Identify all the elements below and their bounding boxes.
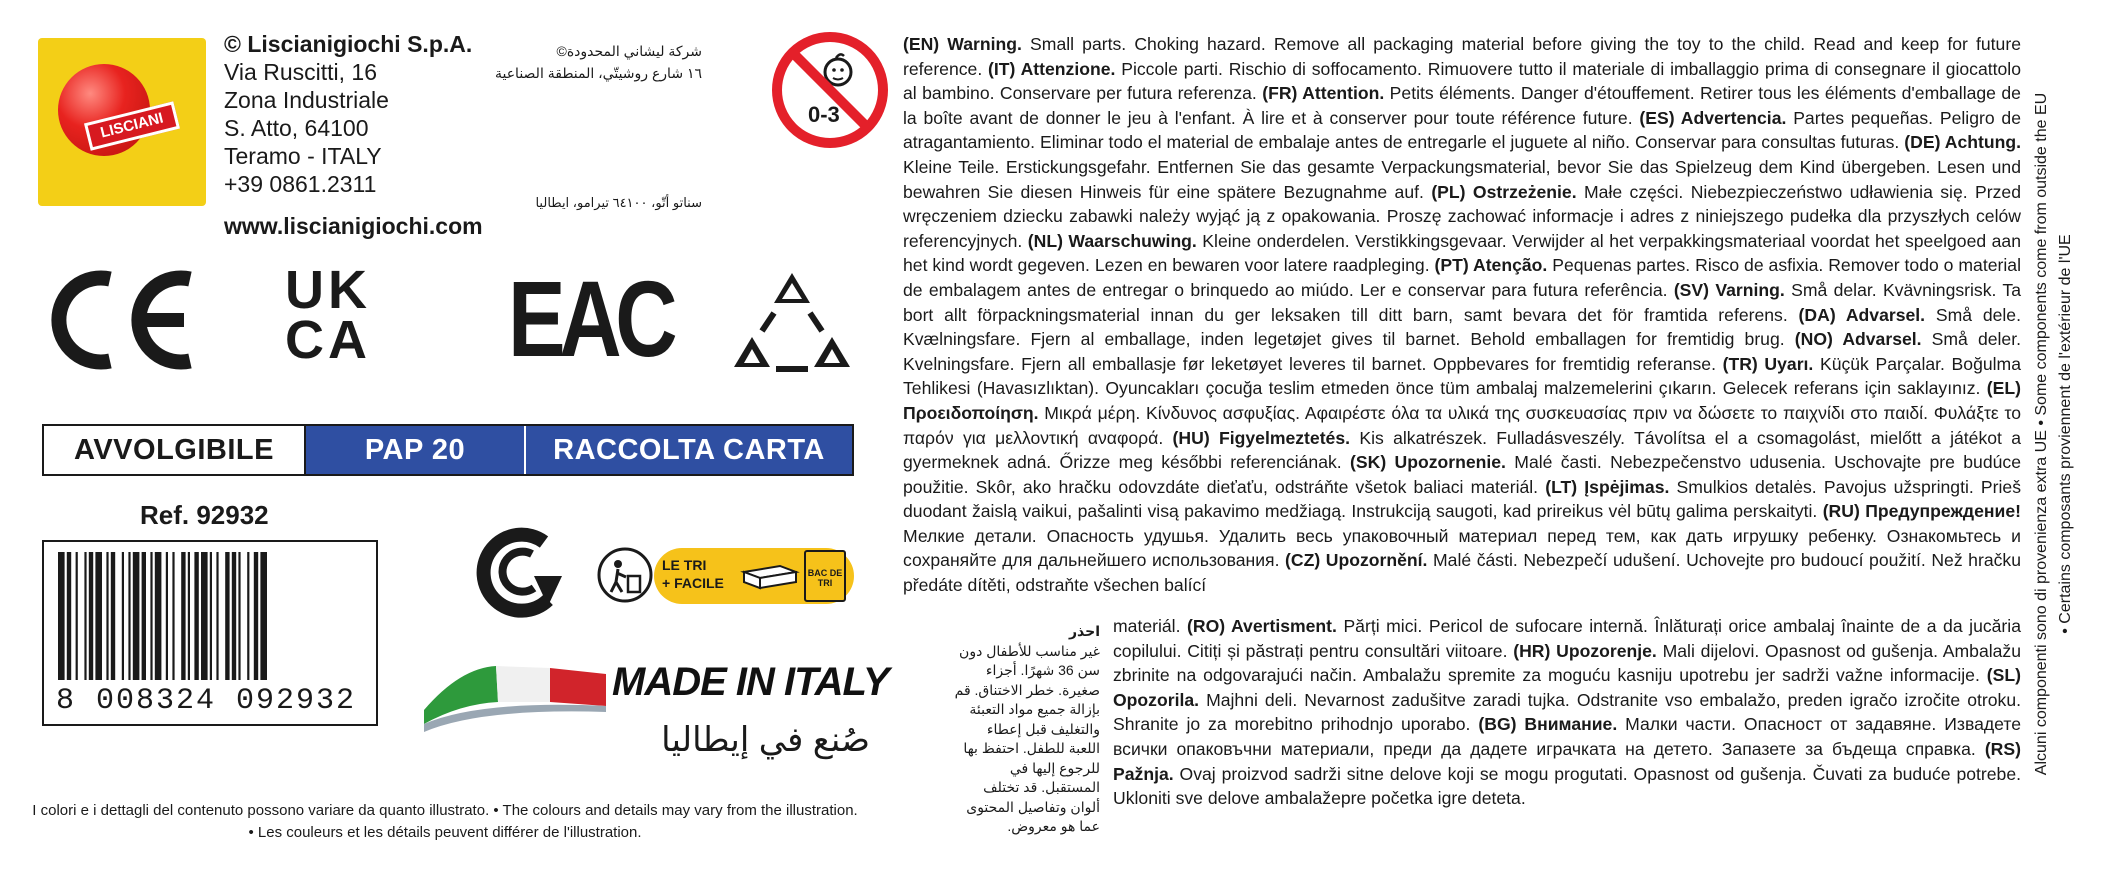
warning-language-label: (RO) Avertisment. — [1187, 616, 1337, 636]
barcode-bar — [166, 552, 168, 680]
warning-language-label: (ES) Advertencia. — [1639, 107, 1787, 128]
arabic-city: سناتو أتّو، ٦٤١٠٠ تيرامو، ايطاليا — [535, 195, 702, 210]
address-phone: +39 0861.2311 — [224, 171, 377, 197]
warning-text: materiál. — [1113, 616, 1187, 636]
age-label: 0-3 — [808, 102, 840, 127]
barcode-bar — [150, 552, 152, 680]
recycling-code: PAP 20 — [306, 426, 526, 474]
barcode-bar — [76, 552, 78, 680]
barcode-bar — [155, 552, 162, 680]
barcode-bar — [181, 552, 185, 680]
arabic-address-line: شركة ليشاني المحدودة© — [556, 43, 702, 59]
warning-text: Majhni deli. Nevarnost zadušitve zaradi tujka. Odstranite vso embalažo, preden igračo izročite otroku. Shranite jo za morebitno prihodnjo uporabo. — [1113, 689, 2021, 735]
barcode-bar — [172, 552, 174, 680]
bac-de-tri-icon — [804, 550, 846, 602]
barcode-bar — [142, 552, 146, 680]
warning-text: Малки части. Опасност от задавяне. Извадете всички опаковъчни материали, преди да дадете играчката на детето. Запазете за бъдеща справка. — [1113, 714, 2021, 759]
colour-disclaimer — [30, 800, 860, 844]
warning-text: Petits éléments. Danger d'étouffement. Retirer tous les éléments d'emballage de la boîte avant de donner le jeu à l'enfant. À lire et à conserver pour toute référence future. — [903, 83, 2021, 128]
disclaimer-line: I colori e i dettagli del contenuto possono variare da quanto illustrato. • The colours and details may vary from the illustration. — [32, 802, 858, 819]
warning-text: Piccole parti. Rischio di soffocamento. Rimuovere tutto il materiale di imballaggio prima di consegnare il giocattolo al bambino. Conservare per futura referenza. — [903, 58, 2021, 104]
warning-text: Kleine Teile. Erstickungsgefahr. Entfernen Sie das gesamte Verpackungsmaterial, bevor Sie das Spielzeug dem Kind übergeben. Lesen und bewahren Sie diesen Hinweis für eine spätere Bezugnahme auf. — [903, 156, 2021, 202]
recycling-info-bar — [42, 424, 854, 476]
barcode-bar — [225, 552, 229, 680]
warning-text: Malé časti. Nebezpečenstvo udusenia. Uschovajte pre budúce použitie. Skôr, ako hračku odovzdáte dieťaťu, odstráňte všetok baliaci materiál. — [903, 452, 2021, 497]
warning-text: Ovaj proizvod sadrži sitne delove koji se mogu progutati. Opasnost od gušenja. Čuvati za buduće potrebe. Ukloniti sve delove ambalažepre početka igre deteta. — [1113, 763, 2021, 809]
warning-text: Μικρά μέρη. Κίνδυνος ασφυξίας. Αφαιρέστε όλα τα υλικά της συσκευασίας πριν να δώσετε το παιχνίδι στο παιδί. Φυλάξτε το παρόν για μελλοντική αναφορά. — [903, 402, 2021, 448]
barcode-bar — [128, 552, 130, 680]
address-line: Teramo - ITALY — [224, 143, 382, 169]
warning-text: Părți mici. Pericol de sufocare internă. Înlăturați orice ambalaj înainte de a da jucăria copilului. Citiți și păstrați pentru consultări viitoare. — [1113, 616, 2021, 661]
warning-text: Małe części. Niebezpieczeństwo udławienia się. Przed wręczeniem dziecku zabawki należy wyjąć ją z opakowania. Proszę zachować informacje i adres z niniejszego pudełka dla przyszłych celów referencyjnych. — [903, 181, 2022, 251]
origin-note-line: • Certains composants proviennent de l'extérieur de l'UE — [2057, 234, 2074, 634]
warning-text: Pequenas partes. Risco de asfixia. Remover todo o material de embalagem antes de entregar o brinquedo ao miúdo. Ler e conservar para futura referência. — [903, 255, 2021, 300]
barcode-bar — [201, 552, 208, 680]
arabic-warning-body: غير مناسب للأطفال دون سن 36 شهرًا. أجزاء صغيرة. خطر الاختناق. قم بإزالة جميع مواد التعبئة والتغليف قبل إعطاء اللعبة للطفل. احتفظ بها للرجوع إليها في المستقبل. قد تختلف ألوان وتفاصيل المحتوى عما هو معروض. — [954, 642, 1100, 834]
origin-note-line: Alcuni componenti sono di provenienza extra UE • Some components come from outside the EU — [2033, 92, 2050, 776]
warning-language-label: (SK) Upozornenie. — [1350, 452, 1506, 473]
ce-mark-icon — [40, 265, 200, 375]
address-line: Via Ruscitti, 16 — [224, 59, 377, 85]
warning-language-label: (HU) Figyelmeztetés. — [1172, 427, 1351, 448]
warning-text: Kis alkatrészek. Fulladásveszély. Távolítsa el a csomagolást, mielőtt a játékot a gyermeknek adná. Őrizze meg későbbi referenciának. — [903, 427, 2022, 473]
company-name: © Liscianigiochi S.p.A. — [224, 31, 473, 57]
multilingual-warning-text-continued — [1113, 614, 2021, 811]
warning-language-label: (TR) Uyarı. — [1722, 353, 1814, 374]
warning-language-label: (SL) Opozorila. — [1113, 665, 2021, 710]
italian-flag-swoosh-icon — [420, 650, 610, 740]
barcode-bar — [194, 552, 198, 680]
barcode-bar — [260, 552, 267, 680]
barcode-bar — [58, 552, 65, 680]
warning-text: Small parts. Choking hazard. Remove all packaging material before giving the toy to the child. Read and keep for future reference. — [903, 34, 2021, 79]
warning-text: Kleine onderdelen. Verstikkingsgevaar. Verwijder al het verpakkingsmateriaal voordat het speelgoed aan het kind wordt gegeven. Lezen en bewaren voor latere raadpleging. — [903, 230, 2021, 276]
warning-language-label: (PT) Atenção. — [1434, 255, 1548, 276]
disclaimer-line: • Les couleurs et les détails peuvent différer de l'illustration. — [248, 824, 642, 841]
barcode-bar — [254, 552, 258, 680]
warning-text: Küçük Parçalar. Boğulma Tehlikesi (Havasızlıktan). Oyuncakları çocuğa teslim etmeden önce tüm ambalaj malzemelerini çıkarın. Gelecek referans için saklayınız. — [903, 353, 2021, 399]
barcode-bar — [232, 552, 236, 680]
company-website[interactable]: www.liscianigiochi.com — [224, 213, 483, 239]
warning-language-label: (RS) Pažnja. — [1113, 738, 2021, 784]
warning-language-label: (SV) Varning. — [1673, 279, 1785, 300]
tri-line: LE TRI — [662, 557, 707, 573]
address-line: Zona Industriale — [224, 87, 389, 113]
warning-language-label: (NL) Waarschuwing. — [1027, 230, 1197, 251]
barcode-bar — [238, 552, 240, 680]
barcode-bar — [111, 552, 115, 680]
ukca-mark-icon — [285, 260, 395, 375]
warning-language-label: (FR) Attention. — [1262, 83, 1385, 104]
warning-language-label: (CZ) Upozornění. — [1285, 550, 1428, 571]
warning-text: Mali dijelovi. Opasnost od gušenja. Ambalažu zbrinite na odgovarajući način. Ambalažu spremite za moguću kasniju upotrebu jer sadrži važne informacije. — [1113, 640, 2022, 686]
barcode-bar — [247, 552, 249, 680]
bac-label: BAC DE TRI — [807, 568, 843, 588]
warning-language-label: (IT) Attenzione. — [988, 58, 1116, 79]
barcode-bar — [84, 552, 86, 680]
warning-language-label: (EL) Προειδοποίηση. — [903, 378, 2021, 423]
barcode-bar — [67, 552, 71, 680]
barcode-icon — [50, 548, 370, 688]
arabic-address-line: ١٦ شارع روشيتّي، المنطقة الصناعية — [494, 65, 702, 81]
arabic-warning — [952, 622, 1100, 837]
ukca-line: CA — [285, 310, 371, 370]
made-in-italy-arabic: صُنع في إيطاليا — [661, 721, 870, 759]
warning-language-label: (EN) Warning. — [903, 34, 1022, 54]
multilingual-warning-text — [903, 32, 2021, 598]
eac-mark-icon: EAC — [508, 258, 672, 379]
address-line: S. Atto, 64100 — [224, 115, 369, 141]
made-in-italy-label: MADE IN ITALY — [612, 660, 889, 704]
recycling-type: AVVOLGIBILE — [44, 426, 306, 474]
box-icon — [740, 560, 800, 590]
warning-language-label: (BG) Внимание. — [1478, 714, 1618, 735]
barcode-bar — [122, 552, 124, 680]
ukca-line: UK — [285, 260, 371, 320]
warning-language-label: (DE) Achtung. — [1904, 132, 2021, 153]
triman-recycle-person-icon — [596, 546, 654, 604]
barcode-bar — [106, 552, 108, 680]
tri-line: + FACILE — [662, 575, 724, 591]
warning-text: Små dele. Kvælningsfare. Fjern al emballage, inden legetøjet gives til barnet. Behold emballagen for fremtidig brug. — [903, 304, 2021, 350]
warning-text: Мелкие детали. Опасность удушья. Удалить весь упаковочный материал перед тем, как дать игрушку ребенку. Ознакомьтесь и сохраняйте для дальнейшего использования. — [903, 525, 2021, 571]
arabic-address — [470, 40, 702, 84]
recycling-collection: RACCOLTA CARTA — [526, 426, 852, 474]
company-address — [224, 30, 483, 240]
tri-facile-text — [662, 556, 724, 592]
origin-note — [2030, 34, 2090, 834]
warning-language-label: (RU) Предупреждение! — [1822, 501, 2021, 522]
warning-text: Små deler. Kvelningsfare. Fjern all emballasje før leketøyet leveres til barnet. Oppbevares for fremtidig referanse. — [903, 329, 2021, 374]
product-reference: Ref. 92932 — [140, 500, 269, 530]
barcode-bar — [188, 552, 190, 680]
warning-language-label: (HR) Upozorenje. — [1513, 640, 1657, 661]
barcode-digits: 8 008324 092932 — [56, 684, 357, 718]
warning-text: Partes pequeñas. Peligro de atragantamiento. Eliminar todo el material de embalaje antes de entregarle el juguete al niño. Conservar para consultas futuras. — [903, 107, 2022, 153]
warning-text: Smulkios detalės. Pavojus užspringti. Prieš duodant žaislą vaikui, pašalinti visą pakavimo medžiagą. Instrukciją saugoti, kad prireikus vėl būtų galima perskaityti. — [903, 476, 2022, 522]
arabic-warning-title: احذر — [1068, 623, 1100, 639]
warning-text: Malé části. Nebezpečí udušení. Uchovejte pro budoucí použití. Než hračku předáte dítěti, odstraňte všechen balící — [903, 550, 2021, 596]
warning-language-label: (LT) Įspėjimas. — [1545, 476, 1670, 497]
logo-wordmark: LISCIANI — [84, 101, 180, 150]
warning-language-label: (DA) Advarsel. — [1798, 304, 1926, 325]
barcode-bar — [210, 552, 212, 680]
triman-icon — [728, 265, 856, 375]
barcode-bar — [95, 552, 102, 680]
warning-text: Små delar. Kvävningsrisk. Ta bort allt förpackningsmaterial innan du ger leksaken till ditt barn, samt bevara det för framtida referens. — [903, 279, 2021, 325]
warning-language-label: (NO) Advarsel. — [1794, 329, 1922, 350]
barcode-bar — [89, 552, 93, 680]
barcode-bar — [216, 552, 218, 680]
warning-language-label: (PL) Ostrzeżenie. — [1431, 181, 1577, 202]
recycling-c-logo-icon — [462, 516, 572, 626]
not-for-children-under-3-icon — [770, 30, 890, 150]
barcode-bar — [133, 552, 140, 680]
